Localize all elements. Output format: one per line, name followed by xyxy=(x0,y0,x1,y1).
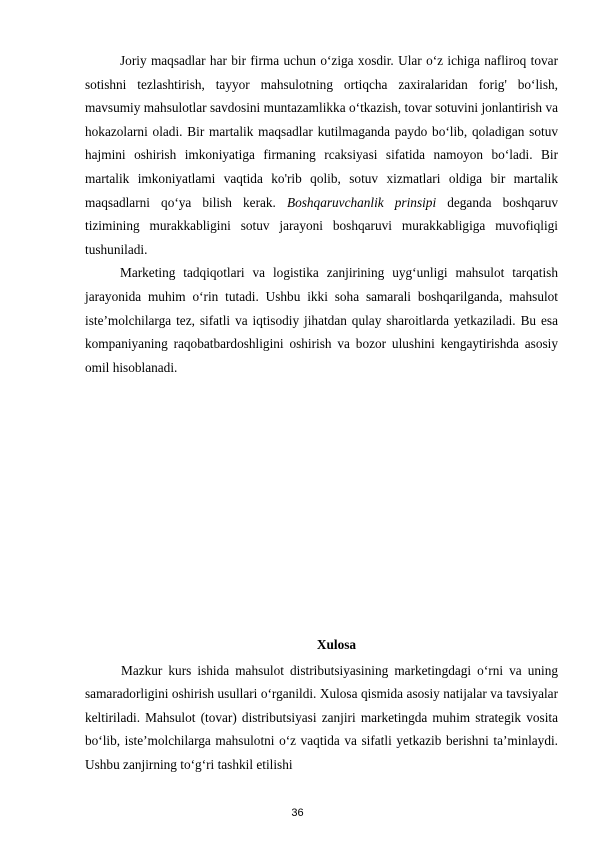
paragraph-text-continued: deganda boshqaruv tizimining murakkabligini sotuv jarayoni boshqaruvi murakkabligiga muvofiqligi tushuniladi. xyxy=(85,194,558,257)
italic-term: Boshqaruvchanlik prinsipi xyxy=(286,194,437,210)
main-text xyxy=(85,49,558,379)
paragraph-marketing-logistics: Marketing tadqiqotlari va logistika zanjirining uyg‘unligi mahsulot tarqatish jarayonida muhim o‘rin tutadi. Ushbu ikki soha samarali boshqarilganda, mahsulot iste’molchilarga tez, sifatli va iqtisodiy jihatdan qulay sharoitlarda yetkaziladi. Bu esa kompaniyaning raqobatbardoshligini oshirish va bozor ulushini kengaytirishda asosiy omil hisoblanadi. xyxy=(85,265,558,375)
page-number: 36 xyxy=(291,807,304,819)
conclusion-heading: Xulosa xyxy=(316,637,357,652)
paragraph-text: Joriy maqsadlar har bir firma uchun o‘ziga xosdir. Ular o‘z ichiga nafliroq tovar sotishni tezlashtirish, tayyor mahsulotning ortiqcha zaxiralaridan forig' bo‘lish, mavsumiy mahsulotlar savdosini muntazamlikka o‘tkazish, tovar sotuvini jonlantirish va hokazolarni oladi. Bir martalik maqsadlar kutilmaganda paydo bo‘lib, qoladigan sotuv hajmini oshirish imkoniyatiga firmaning rcaksiyasi sifatida namoyon bo‘ladi. Bir martalik imkoniyatlami vaqtida ko'rib qolib, sotuv xizmatlari oldiga bir martalik maqsadlarni qo‘ya bilish kerak. xyxy=(85,53,558,210)
paragraph-current-goals xyxy=(85,49,558,261)
conclusion-section xyxy=(85,633,558,777)
conclusion-paragraph: Mazkur kurs ishida mahsulot distributsiyasining marketingdagi o‘rni va uning samaradorligini oshirish usullari o‘rganildi. Xulosa qismida asosiy natijalar va tavsiyalar keltiriladi. Mahsulot (tovar) distributsiyasi zanjiri marketingda muhim strategik vosita bo‘lib, iste’molchilarga mahsulotni o‘z vaqtida va sifatli yetkazib berishni ta’minlaydi. Ushbu zanjirning to‘g‘ri tashkil etilishi xyxy=(85,662,558,772)
